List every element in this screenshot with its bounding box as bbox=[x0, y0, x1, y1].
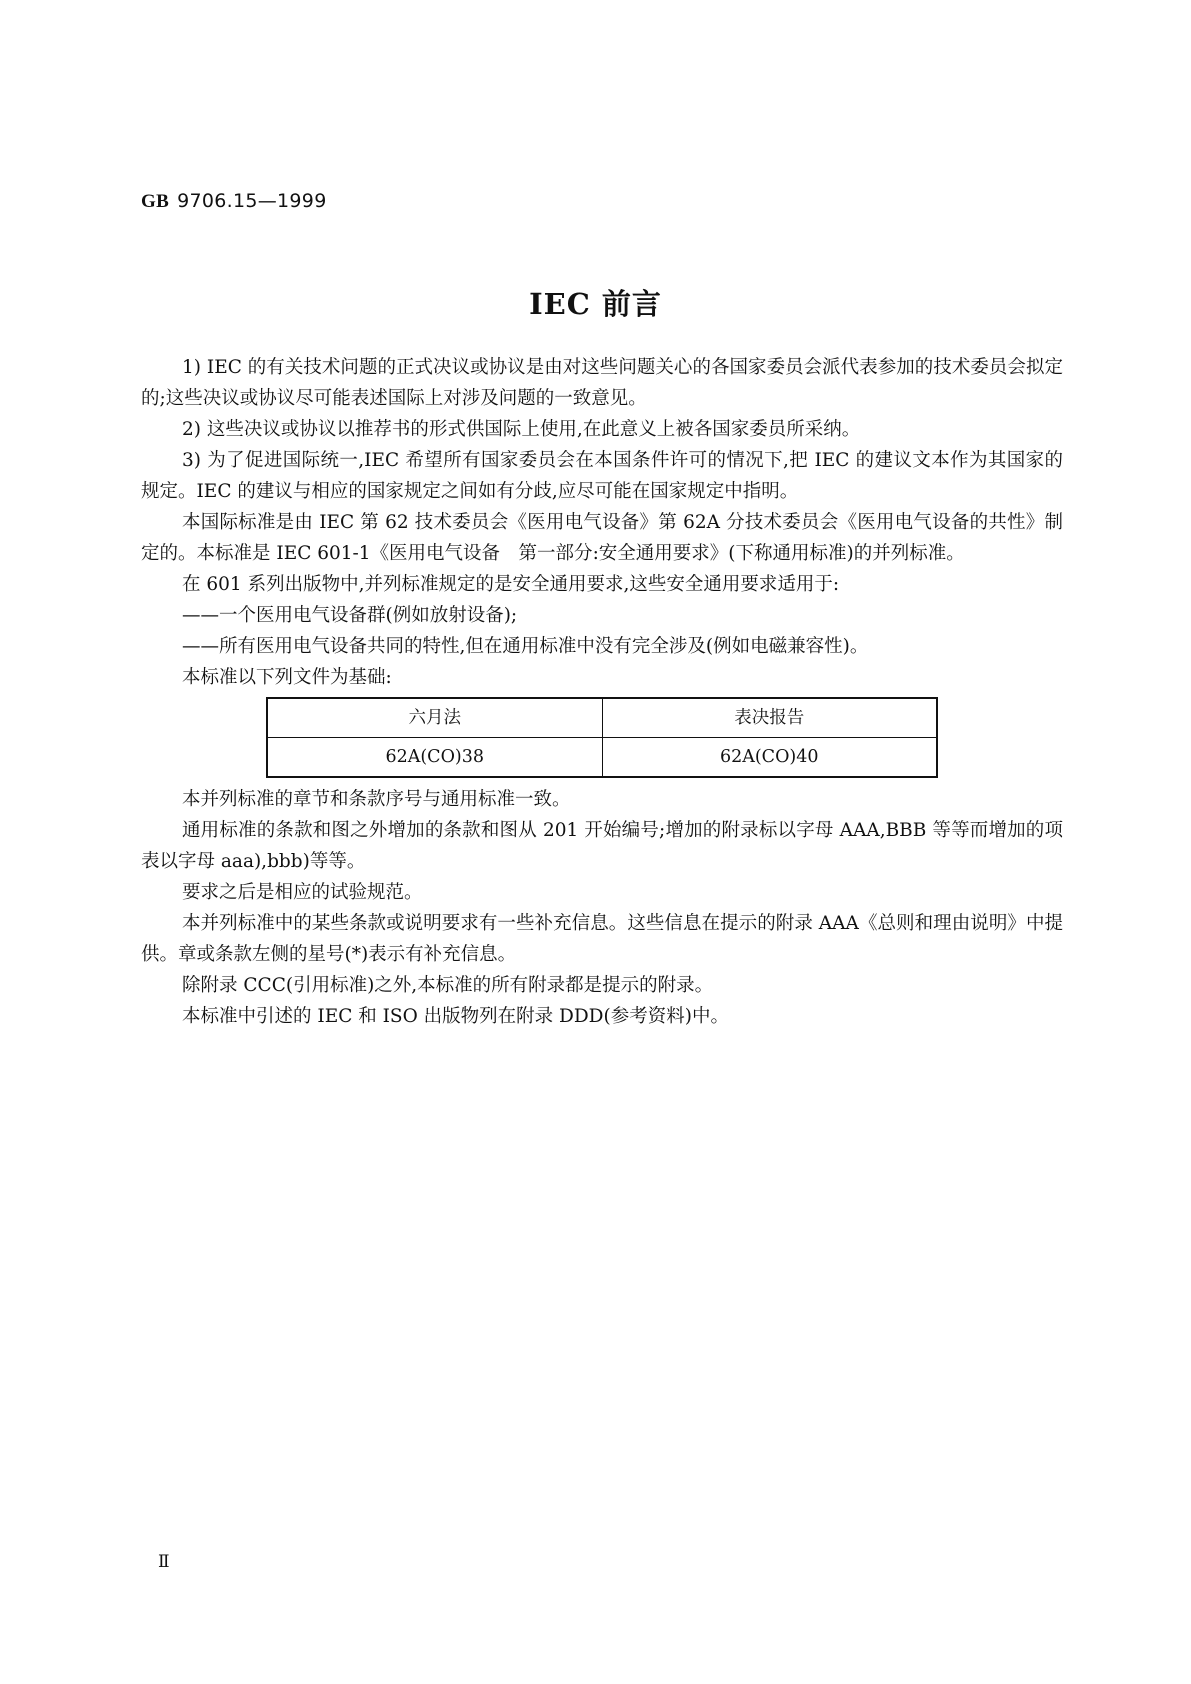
paragraph-5: 在 601 系列出版物中,并列标准规定的是安全通用要求,这些安全通用要求适用于: bbox=[182, 574, 840, 595]
paragraph-8: 通用标准的条款和图之外增加的条款和图从 201 开始编号;增加的附录标以字母 AAA,BBB 等等而增加的项表以字母 aaa),bbb)等等。 bbox=[141, 820, 1063, 872]
table-header-row bbox=[267, 698, 937, 738]
dash-item-1: ——一个医用电气设备群(例如放射设备); bbox=[182, 605, 518, 626]
page-title: IEC 前言 bbox=[529, 287, 662, 321]
document-code bbox=[141, 190, 327, 213]
table-cell: 62A(CO)40 bbox=[602, 738, 937, 778]
paragraph-11: 除附录 CCC(引用标准)之外,本标准的所有附录都是提示的附录。 bbox=[182, 975, 714, 996]
paragraph-9: 要求之后是相应的试验规范。 bbox=[182, 882, 423, 903]
dash-item-2: ——所有医用电气设备共同的特性,但在通用标准中没有完全涉及(例如电磁兼容性)。 bbox=[182, 636, 869, 657]
paragraph-10: 本并列标准中的某些条款或说明要求有一些补充信息。这些信息在提示的附录 AAA《总则和理由说明》中提供。章或条款左侧的星号(*)表示有补充信息。 bbox=[141, 913, 1063, 965]
paragraph-2: 2) 这些决议或协议以推荐书的形式供国际上使用,在此意义上被各国家委员所采纳。 bbox=[182, 419, 861, 440]
page-number: Ⅱ bbox=[158, 1552, 170, 1572]
paragraph-6: 本标准以下列文件为基础: bbox=[182, 667, 392, 688]
table-header-cell: 六月法 bbox=[267, 698, 602, 738]
table-cell: 62A(CO)38 bbox=[267, 738, 602, 778]
table-header-cell: 表决报告 bbox=[602, 698, 937, 738]
standard-number: 9706.15—1999 bbox=[177, 190, 327, 212]
basis-table bbox=[266, 697, 938, 778]
body-text bbox=[141, 352, 1063, 1032]
basis-table-wrapper bbox=[266, 697, 938, 778]
standard-prefix: GB bbox=[141, 191, 170, 212]
paragraph-1: 1) IEC 的有关技术问题的正式决议或协议是由对这些问题关心的各国家委员会派代表参加的技术委员会拟定的;这些决议或协议尽可能表述国际上对涉及问题的一致意见。 bbox=[141, 357, 1063, 409]
paragraph-4: 本国际标准是由 IEC 第 62 技术委员会《医用电气设备》第 62A 分技术委员会《医用电气设备的共性》制定的。本标准是 IEC 601-1《医用电气设备 第一部分:安全通用要求》(下称通用标准)的并列标准。 bbox=[141, 512, 1063, 564]
table-row bbox=[267, 738, 937, 778]
paragraph-7: 本并列标准的章节和条款序号与通用标准一致。 bbox=[182, 789, 571, 810]
paragraph-12: 本标准中引述的 IEC 和 ISO 出版物列在附录 DDD(参考资料)中。 bbox=[182, 1006, 729, 1027]
paragraph-3: 3) 为了促进国际统一,IEC 希望所有国家委员会在本国条件许可的情况下,把 IEC 的建议文本作为其国家的规定。IEC 的建议与相应的国家规定之间如有分歧,应尽可能在国家规定中指明。 bbox=[141, 450, 1063, 502]
